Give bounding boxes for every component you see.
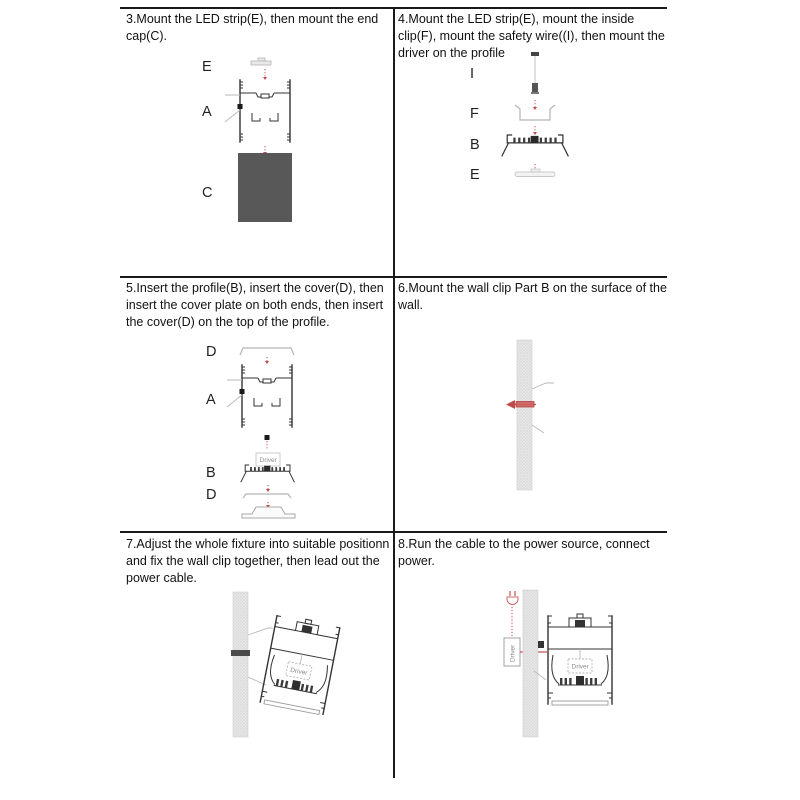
diagram-step-3: [120, 8, 393, 276]
assembly-arrow-down: [266, 485, 270, 492]
top-cover-drawing: [240, 348, 294, 355]
label-cover-top: D: [206, 344, 217, 360]
instruction-step-4: [398, 11, 665, 62]
tilted-fixture-drawing: [260, 614, 340, 716]
instruction-line: 8.Run the cable to the power source, connect: [398, 537, 650, 551]
power-plug-icon: [507, 591, 518, 605]
wall-drawing: [523, 590, 538, 737]
assembly-arrow-down: [263, 69, 267, 80]
label-cover-bottom: D: [206, 487, 217, 503]
driver-box-label: Driver: [289, 666, 309, 677]
label-profile: A: [206, 392, 216, 408]
end-cover-plate-drawing: [242, 507, 295, 518]
led-strip-icon: [251, 58, 271, 65]
panel-step-3: [120, 8, 393, 276]
wall-clip-drawing: [231, 650, 250, 656]
instruction-step-7: [126, 536, 389, 587]
instruction-line: 5.Insert the profile(B), insert the cover(D), then: [126, 281, 384, 295]
instruction-line: driver on the profile: [398, 46, 506, 60]
panel-step-7: [120, 533, 393, 778]
assembly-arrow-down: [533, 126, 537, 135]
instruction-step-8: [398, 536, 650, 570]
instruction-line: wall.: [398, 298, 424, 312]
finned-profile-drawing: [241, 465, 294, 482]
label-profile: A: [202, 104, 212, 120]
label-small-profile: B: [206, 465, 216, 481]
label-led-strip: E: [202, 59, 212, 75]
driver-box-label: Driver: [259, 457, 277, 464]
label-profile: B: [470, 137, 480, 153]
panel-step-6: [394, 277, 674, 532]
wall-clip-drawing: [538, 641, 544, 648]
instruction-line: 6.Mount the wall clip Part B on the surface of the: [398, 281, 667, 295]
panel-step-4: [394, 8, 674, 276]
assembly-arrow-down: [533, 100, 537, 110]
instruction-step-6: [398, 280, 667, 314]
wall-driver-box: [504, 638, 520, 666]
label-led-strip: E: [470, 167, 480, 183]
wall-drawing: [233, 592, 248, 737]
panel-step-8: [394, 533, 674, 778]
end-cap-block: [238, 153, 292, 222]
label-end-cap: C: [202, 185, 213, 201]
profile-cross-section: [227, 365, 292, 427]
bottom-cover-drawing: [243, 494, 291, 498]
instruction-line: clip(F), mount the safety wire((I), then mount the: [398, 29, 665, 43]
profile-cross-section: [225, 80, 290, 142]
wall-driver-label: Driver: [509, 644, 517, 662]
finned-profile-drawing: [502, 135, 568, 156]
instruction-line: and fix the wall clip together, then lead out the: [126, 554, 380, 568]
instruction-line: cap(C).: [126, 29, 167, 43]
label-inside-clip: F: [470, 106, 479, 122]
assembly-arrow-down: [265, 357, 269, 364]
instruction-line: power.: [398, 554, 435, 568]
leader-lines: [532, 383, 554, 433]
instruction-line: power cable.: [126, 571, 197, 585]
label-safety-wire: I: [470, 66, 475, 82]
instruction-line: 3.Mount the LED strip(E), then mount the end: [126, 12, 379, 26]
instruction-step-3: [126, 11, 378, 45]
instruction-line: 7.Adjust the whole fixture into suitable positionn: [126, 537, 390, 551]
driver-box-label: Driver: [571, 663, 589, 671]
instruction-line: the cover(D) on the top of the profile.: [126, 315, 330, 329]
fixture-drawing: [548, 614, 612, 705]
fastener-drawing: [265, 435, 270, 450]
diagram-step-6: [394, 277, 674, 532]
driver-box: [256, 453, 280, 466]
panel-step-5: [120, 277, 393, 532]
instruction-line: 4.Mount the LED strip(E), mount the inside: [398, 12, 635, 26]
instruction-step-5: [126, 280, 384, 331]
led-strip-drawing: [515, 169, 555, 177]
wall-drawing: [517, 340, 532, 490]
instruction-line: insert the cover plate on both ends, then insert: [126, 298, 384, 312]
